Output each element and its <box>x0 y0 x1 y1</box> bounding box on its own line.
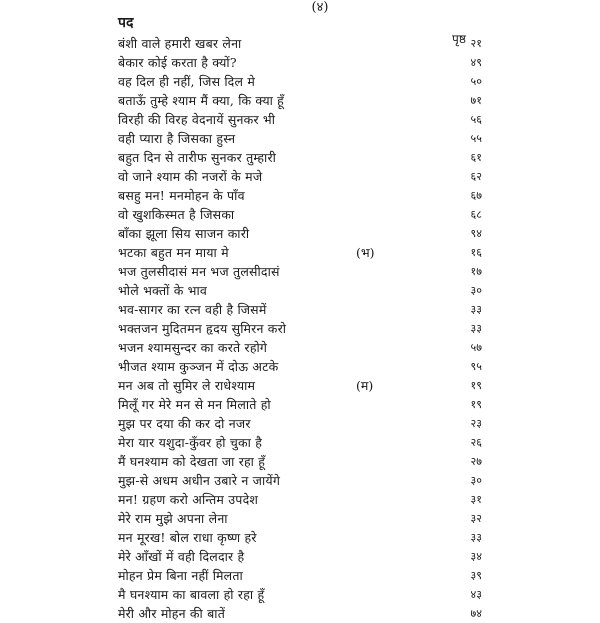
index-entry <box>0 357 600 376</box>
index-entry <box>0 91 600 110</box>
index-entry <box>0 338 600 357</box>
entry-title: भव-सागर का रत्न वही है जिसमें <box>118 302 267 317</box>
entry-page-number: ५६ <box>470 113 482 126</box>
entry-title: बंशी वाले हमारी खबर लेना <box>118 36 242 51</box>
entry-title: बताऊँ तुम्हे श्याम मैं क्या, कि क्या हूँ <box>118 93 285 108</box>
entry-title: मुझ पर दया की कर दो नजर <box>118 416 251 431</box>
column-header-pad: पद <box>118 15 134 31</box>
entry-title: बहुत दिन से तारीफ सुनकर तुम्हारी <box>118 150 277 165</box>
entry-title: वही प्यारा है जिसका हुस्न <box>118 131 236 146</box>
entry-page-number: ५७ <box>470 341 482 354</box>
entry-page-number: ४९ <box>470 56 482 69</box>
entry-page-number: ३२ <box>470 512 482 525</box>
index-entry <box>0 490 600 509</box>
entry-title: विरही की विरह वेदनायें सुनकर भी <box>118 112 276 127</box>
index-entry <box>0 186 600 205</box>
index-entry <box>0 547 600 566</box>
entry-page-number: ५५ <box>470 132 482 145</box>
entry-page-number: ९५ <box>470 360 482 373</box>
entry-page-number: ४३ <box>470 588 482 601</box>
index-entry <box>0 566 600 585</box>
entry-page-number: ३१ <box>470 493 482 506</box>
entry-title: मेरी और मोहन की बातें <box>118 606 226 621</box>
entry-title: मेरा यार यशुदा-कुँवर हो चुका है <box>118 435 263 450</box>
index-entry <box>0 414 600 433</box>
entry-title: मैं घनश्याम को देखता जा रहा हूँ <box>118 454 266 469</box>
section-marker: (भ) <box>356 245 375 260</box>
entry-title: भटका बहुत मन माया मे <box>118 245 229 260</box>
entry-title: बसहु मन! मनमोहन के पाँव <box>118 188 245 203</box>
entry-title: भक्तजन मुदितमन हृदय सुमिरन करो <box>118 321 287 336</box>
index-entry <box>0 110 600 129</box>
entry-page-number: २७ <box>470 455 482 468</box>
entry-title: भीजत श्याम कुञ्जन में दोऊ अटके <box>118 359 279 374</box>
entry-title: मिलूँ गर मेरे मन से मन मिलाते हो <box>118 397 271 412</box>
entry-page-number: १६ <box>470 246 482 259</box>
index-entry <box>0 281 600 300</box>
entry-page-number: ६८ <box>470 208 482 221</box>
entry-page-number: ३४ <box>470 550 482 563</box>
entry-page-number: ३३ <box>470 322 482 335</box>
entry-page-number: ३३ <box>470 303 482 316</box>
page-number: (४) <box>311 0 329 15</box>
index-entry <box>0 585 600 604</box>
index-entry <box>0 129 600 148</box>
entry-page-number: ५० <box>470 75 482 88</box>
index-entry <box>0 452 600 471</box>
entry-title: मेरे राम मुझे अपना लेना <box>118 511 228 526</box>
entry-title: मेरे आँखों में वही दिलदार है <box>118 549 245 564</box>
entry-title: बाँका झूला सिय साजन कारी <box>118 226 250 241</box>
index-entry <box>0 433 600 452</box>
entry-page-number: ७४ <box>470 607 482 620</box>
index-entry <box>0 167 600 186</box>
entry-page-number: २३ <box>470 417 482 430</box>
entry-title: बेकार कोई करता है क्यों? <box>118 55 237 70</box>
entry-title: मन! ग्रहण करो अन्तिम उपदेश <box>118 492 259 507</box>
entry-title: मन मूरख! बोल राधा कृष्ण हरे <box>118 530 257 545</box>
index-entry <box>0 395 600 414</box>
entry-title: भोले भक्तों के भाव <box>118 283 208 298</box>
index-entry <box>0 471 600 490</box>
entry-page-number: ६१ <box>470 151 482 164</box>
entry-title: वह दिल ही नहीं, जिस दिल मे <box>118 74 256 89</box>
entry-page-number: ६७ <box>470 189 482 202</box>
entry-page-number: १९ <box>470 398 482 411</box>
column-header-page: पृष्ठ <box>452 32 466 46</box>
index-entry <box>0 148 600 167</box>
index-entry <box>0 262 600 281</box>
entry-title: भज तुलसीदासं मन भज तुलसीदासं <box>118 264 280 279</box>
index-entry <box>0 528 600 547</box>
index-entry <box>0 53 600 72</box>
entry-page-number: २६ <box>470 436 482 449</box>
index-entry <box>0 376 600 395</box>
entry-title: मै घनश्याम का बावला हो रहा हूँ <box>118 587 265 602</box>
index-entry <box>0 205 600 224</box>
entry-page-number: ६२ <box>470 170 482 183</box>
entry-page-number: ७१ <box>470 94 482 107</box>
index-entry <box>0 72 600 91</box>
entry-page-number: १७ <box>470 265 482 278</box>
entry-page-number: ३९ <box>470 569 482 582</box>
index-entry <box>0 300 600 319</box>
entry-title: वो खुशकिस्मत है जिसका <box>118 207 235 222</box>
index-entry <box>0 243 600 262</box>
entry-page-number: १९ <box>470 379 482 392</box>
index-entry <box>0 604 600 623</box>
entry-page-number: ९४ <box>470 227 482 240</box>
entry-page-number: ३० <box>470 474 482 487</box>
index-entry <box>0 509 600 528</box>
entry-title: मन अब तो सुमिर ले राधेश्याम <box>118 378 256 393</box>
index-entry <box>0 34 600 53</box>
entry-page-number: २१ <box>470 37 482 50</box>
entry-title: वो जाने श्याम की नजरों के मजे <box>118 169 263 184</box>
index-entry <box>0 319 600 338</box>
section-marker: (म) <box>356 378 374 393</box>
index-list <box>0 34 600 623</box>
entry-page-number: ३३ <box>470 531 482 544</box>
index-entry <box>0 224 600 243</box>
entry-title: मोहन प्रेम बिना नहीं मिलता <box>118 568 243 583</box>
entry-title: भजन श्यामसुन्दर का करते रहोगे <box>118 340 268 355</box>
entry-page-number: ३० <box>470 284 482 297</box>
entry-title: मुझ-से अधम अधीन उबारे न जायेंगे <box>118 473 281 488</box>
